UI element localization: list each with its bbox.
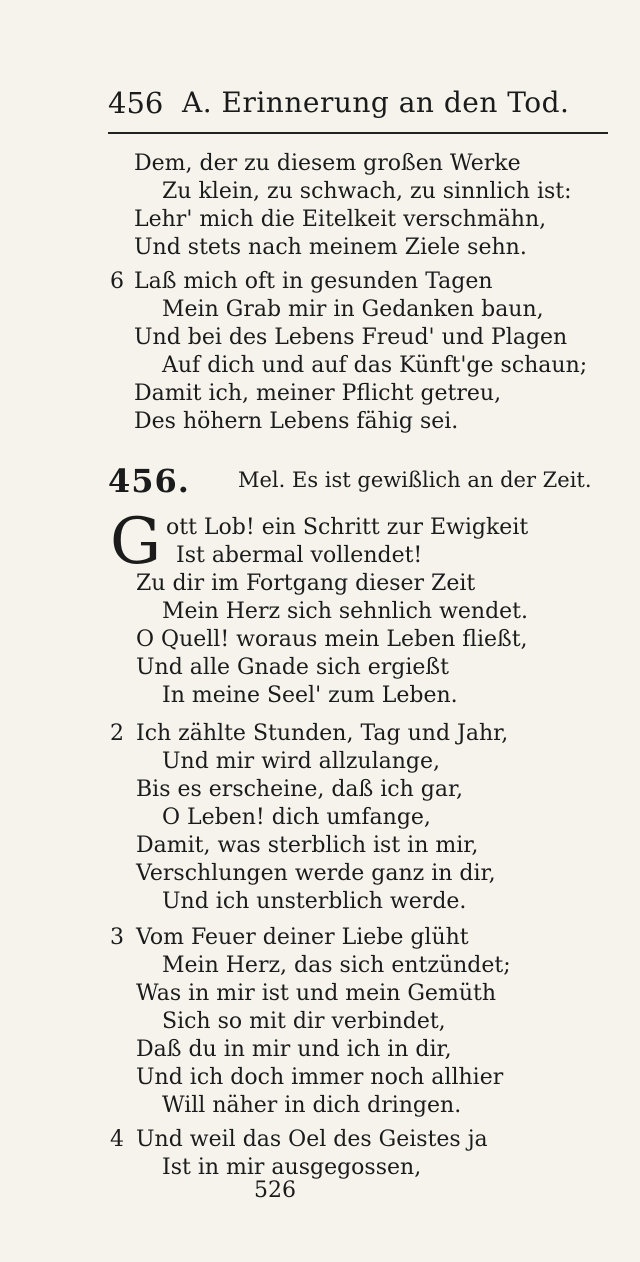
- stanza3-line-6: Und ich doch immer noch allhier: [136, 1065, 504, 1090]
- stanza2-line-5: Damit, was sterblich ist in mir,: [136, 833, 479, 858]
- stanza2-line-7: Und ich unsterblich werde.: [162, 889, 467, 914]
- prev-stanza5-line-4: Und stets nach meinem Ziele sehn.: [134, 235, 527, 260]
- stanza1-line-6: Und alle Gnade sich ergießt: [136, 655, 449, 680]
- prev-stanza6-line-5: Damit ich, meiner Pflicht getreu,: [134, 381, 502, 406]
- footer-page-number: 526: [254, 1178, 296, 1203]
- prev-stanza6-line-4: Auf dich und auf das Künft'ge schaun;: [162, 353, 588, 378]
- stanza2-line-3: Bis es erscheine, daß ich gar,: [136, 777, 464, 802]
- running-head: [108, 86, 608, 126]
- stanza2-line-4: O Leben! dich umfange,: [162, 805, 431, 830]
- stanza3-number: 3: [110, 925, 124, 950]
- prev-stanza6-line-2: Mein Grab mir in Gedanken baun,: [162, 297, 544, 322]
- stanza2-line-1: Ich zählte Stunden, Tag und Jahr,: [136, 721, 509, 746]
- stanza1-line-1: ott Lob! ein Schritt zur Ewigkeit: [166, 515, 529, 540]
- header-page-number: 456: [108, 86, 164, 120]
- stanza4-number: 4: [110, 1127, 124, 1152]
- stanza3-line-7: Will näher in dich dringen.: [162, 1093, 462, 1118]
- stanza2-line-6: Verschlungen werde ganz in dir,: [136, 861, 496, 886]
- prev-stanza5-line-3: Lehr' mich die Eitelkeit verschmähn,: [134, 207, 547, 232]
- drop-cap: G: [110, 505, 162, 579]
- prev-stanza5-line-1: Dem, der zu diesem großen Werke: [134, 151, 521, 176]
- stanza1-line-7: In meine Seel' zum Leben.: [162, 683, 458, 708]
- prev-stanza6-number: 6: [110, 269, 124, 294]
- header-rule: [108, 132, 608, 134]
- stanza1-line-5: O Quell! woraus mein Leben fließt,: [136, 627, 528, 652]
- stanza1-line-3: Zu dir im Fortgang dieser Zeit: [136, 571, 476, 596]
- stanza4-line-2: Ist in mir ausgegossen,: [162, 1155, 422, 1180]
- stanza4-line-1: Und weil das Oel des Geistes ja: [136, 1127, 488, 1152]
- stanza2-number: 2: [110, 721, 124, 746]
- stanza1-line-2: Ist abermal vollendet!: [176, 543, 423, 568]
- stanza3-line-4: Sich so mit dir verbindet,: [162, 1009, 446, 1034]
- hymn-melody: Mel. Es ist gewißlich an der Zeit.: [238, 468, 592, 492]
- prev-stanza6-line-6: Des höhern Lebens fähig sei.: [134, 409, 459, 434]
- header-title: A. Erinnerung an den Tod.: [182, 86, 570, 119]
- stanza3-line-3: Was in mir ist und mein Gemüth: [136, 981, 496, 1006]
- hymn-number: 456.: [108, 462, 190, 500]
- stanza3-line-2: Mein Herz, das sich entzündet;: [162, 953, 511, 978]
- stanza3-line-1: Vom Feuer deiner Liebe glüht: [136, 925, 469, 950]
- stanza1-line-4: Mein Herz sich sehnlich wendet.: [162, 599, 529, 624]
- prev-stanza6-line-1: Laß mich oft in gesunden Tagen: [134, 269, 493, 294]
- prev-stanza6-line-3: Und bei des Lebens Freud' und Plagen: [134, 325, 568, 350]
- prev-stanza5-line-2: Zu klein, zu schwach, zu sinnlich ist:: [162, 179, 572, 204]
- stanza2-line-2: Und mir wird allzulange,: [162, 749, 441, 774]
- stanza3-line-5: Daß du in mir und ich in dir,: [136, 1037, 452, 1062]
